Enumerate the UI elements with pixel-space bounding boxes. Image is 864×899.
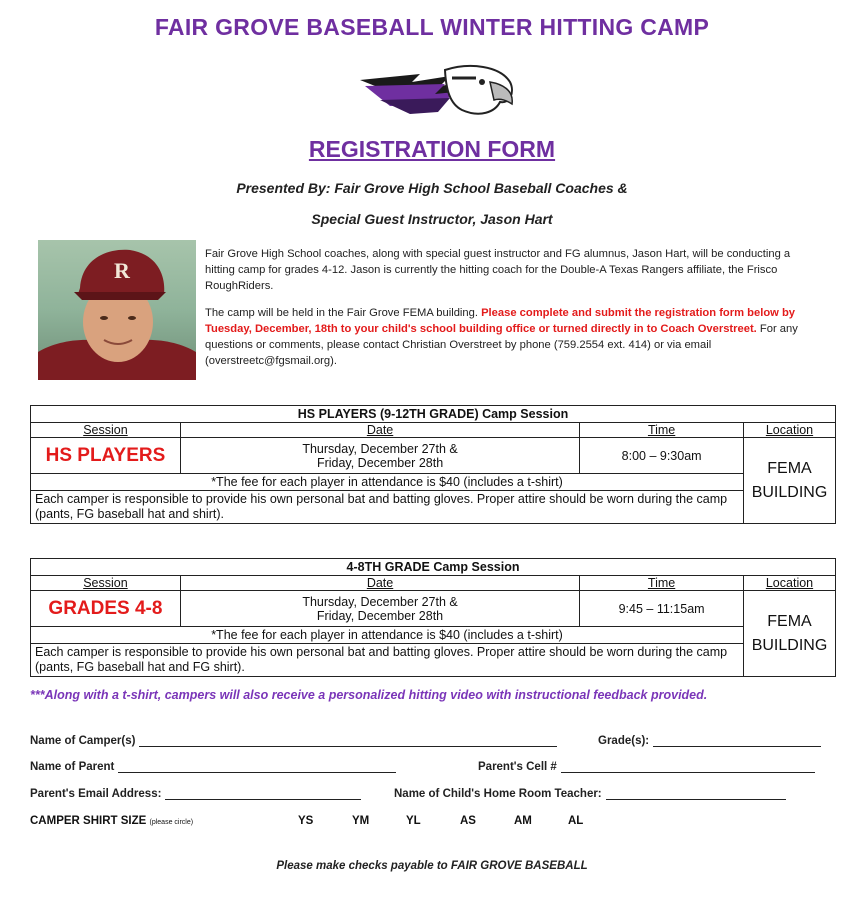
- session-time: 9:45 – 11:15am: [580, 591, 744, 627]
- session-fee: *The fee for each player in attendance is $40 (includes a t-shirt): [31, 474, 744, 491]
- presented-by: Presented By: Fair Grove High School Baseball Coaches &: [236, 180, 628, 196]
- eagle-logo-icon: [350, 60, 520, 128]
- instructor-photo: [38, 240, 196, 380]
- session-heading: 4-8TH GRADE Camp Session: [31, 559, 836, 576]
- parent-email-field[interactable]: Parent's Email Address:: [30, 787, 361, 800]
- col-time: Time: [580, 423, 744, 438]
- session-location: FEMA BUILDING: [743, 438, 835, 524]
- session-date: Thursday, December 27th & Friday, December 28th: [180, 591, 579, 627]
- session-location: FEMA BUILDING: [743, 591, 835, 677]
- deadline-paragraph: The camp will be held in the Fair Grove FEMA building. Please complete and submit the registration form below by Tuesday, December, 18th to your child's school building office or turned directly in to Coach Overstreet. For any questions or comments, please contact Christian Overstreet by phone (759.2554 ext. 414) or via email (overstreetc@fgsmail.org).: [205, 307, 798, 367]
- grade-field[interactable]: Grade(s):: [598, 734, 821, 747]
- form-title: REGISTRATION FORM: [308, 136, 556, 162]
- col-time: Time: [580, 576, 744, 591]
- session-name: HS PLAYERS: [31, 438, 181, 474]
- shirt-size-option[interactable]: YS: [298, 815, 314, 827]
- session-note: Each camper is responsible to provide his own personal bat and batting gloves. Proper attire should be worn during the camp (pants, FG baseball hat and FG shirt).: [31, 644, 744, 677]
- teacher-field[interactable]: Name of Child's Home Room Teacher:: [394, 787, 786, 800]
- shirt-size-option[interactable]: AM: [514, 815, 532, 827]
- shirt-size-option[interactable]: AL: [568, 815, 584, 827]
- video-note: ***Along with a t-shirt, campers will also receive a personalized hitting video with instructional feedback provided.: [30, 688, 708, 702]
- col-date: Date: [180, 576, 579, 591]
- col-date: Date: [180, 423, 579, 438]
- shirt-size-option[interactable]: YL: [406, 815, 421, 827]
- session-note: Each camper is responsible to provide his own personal bat and batting gloves. Proper attire should be worn during the camp (pants, FG baseball hat and shirt).: [31, 491, 744, 524]
- shirt-size-label: CAMPER SHIRT SIZE (please circle): [30, 815, 194, 827]
- col-location: Location: [743, 576, 835, 591]
- checks-payable-note: Please make checks payable to FAIR GROVE BASEBALL: [276, 860, 588, 872]
- parent-cell-field[interactable]: Parent's Cell #: [478, 760, 815, 773]
- intro-text: [205, 246, 815, 380]
- deadline-highlight: Please complete and submit the registration form below by Tuesday, December, 18th to your child's school building office or turned directly in to Coach Overstreet.: [205, 307, 796, 335]
- col-location: Location: [743, 423, 835, 438]
- camper-name-field[interactable]: Name of Camper(s): [30, 734, 557, 747]
- guest-instructor: Special Guest Instructor, Jason Hart: [311, 211, 553, 227]
- session-fee: *The fee for each player in attendance is $40 (includes a t-shirt): [31, 627, 744, 644]
- parent-name-field[interactable]: Name of Parent: [30, 760, 396, 773]
- col-session: Session: [31, 576, 181, 591]
- col-session: Session: [31, 423, 181, 438]
- session-heading: HS PLAYERS (9-12TH GRADE) Camp Session: [31, 406, 836, 423]
- intro-paragraph: Fair Grove High School coaches, along with special guest instructor and FG alumnus, Jason Hart, will be conducting a hitting camp for grades 4-12. Jason is currently the hitting coach for the Double-A Texas Rangers affiliate, the Frisco RoughRiders.: [205, 248, 791, 292]
- session-table-hs: [30, 405, 836, 524]
- page-title: FAIR GROVE BASEBALL WINTER HITTING CAMP: [154, 14, 710, 40]
- svg-text:R: R: [114, 258, 130, 283]
- session-time: 8:00 – 9:30am: [580, 438, 744, 474]
- shirt-size-option[interactable]: YM: [352, 815, 370, 827]
- shirt-size-option[interactable]: AS: [460, 815, 476, 827]
- session-date: Thursday, December 27th & Friday, December 28th: [180, 438, 579, 474]
- session-table-grades: [30, 558, 836, 677]
- session-name: GRADES 4-8: [31, 591, 181, 627]
